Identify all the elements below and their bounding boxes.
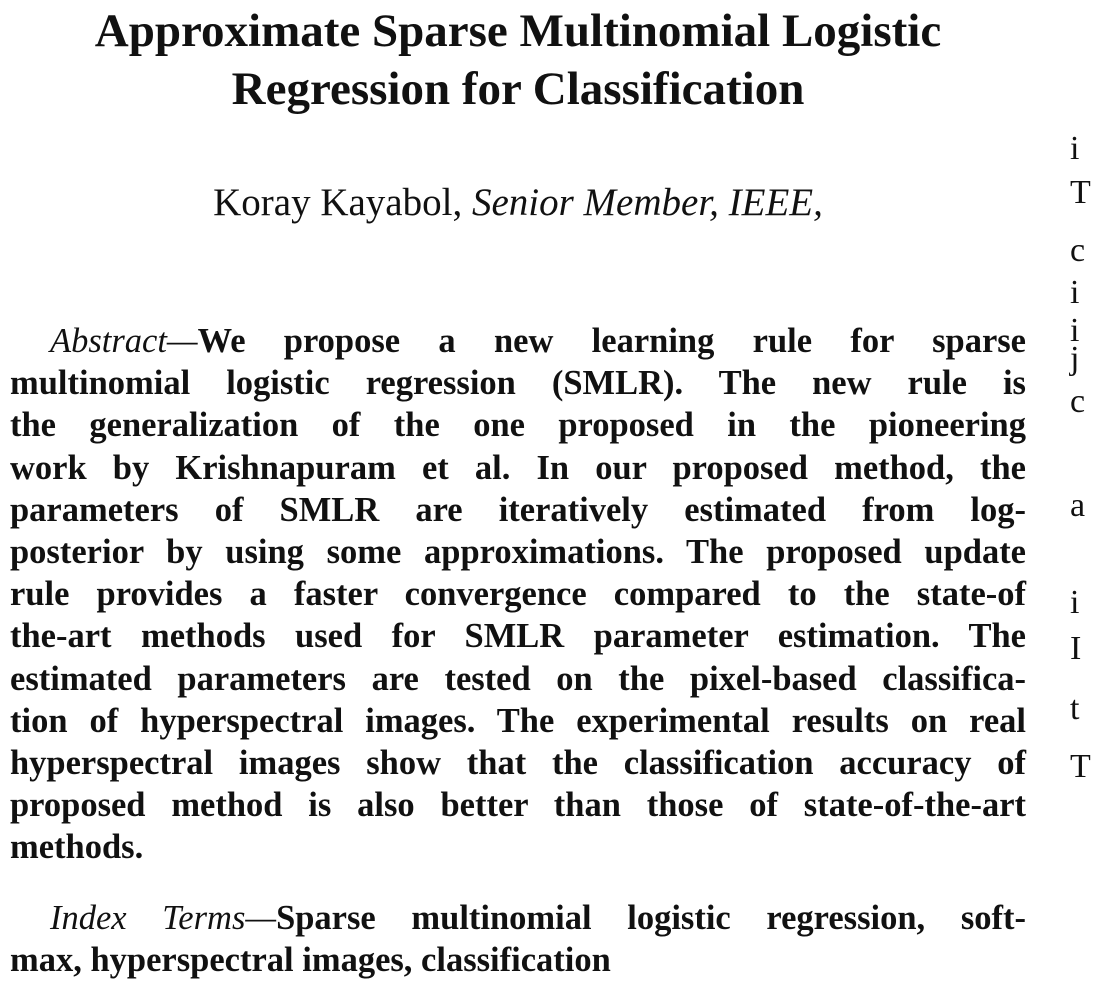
right-column-fragment: T (1070, 748, 1091, 785)
author-line (10, 178, 1026, 228)
index-terms (10, 897, 1026, 981)
right-column-fragment: t (1070, 690, 1080, 727)
abstract (10, 320, 1026, 869)
abstract-line: estimated parameters are tested on the pixel-based classifica- (10, 659, 1026, 698)
right-column-fragment: i (1070, 274, 1080, 311)
right-column-fragment: a (1070, 487, 1086, 524)
paper-title (10, 2, 1026, 118)
abstract-line: proposed method is also better than those of state-of-the-art (10, 786, 1026, 825)
abstract-line: the-art methods used for SMLR parameter estimation. The (10, 617, 1026, 656)
abstract-line: tion of hyperspectral images. The experimental results on real (10, 701, 1026, 740)
abstract-line: the generalization of the one proposed in the pioneering (10, 406, 1026, 445)
right-column-fragment: c (1070, 383, 1086, 420)
right-column-fragment: i (1070, 312, 1080, 349)
abstract-line: parameters of SMLR are iteratively estimated from log- (10, 490, 1026, 529)
abstract-line: hyperspectral images show that the classification accuracy of (10, 744, 1026, 783)
abstract-line: methods. (10, 828, 144, 867)
abstract-line: rule provides a faster convergence compared to the state-of (10, 575, 1026, 614)
abstract-line: posterior by using some approximations. The proposed update (10, 533, 1026, 572)
abstract-line: multinomial logistic regression (SMLR). The new rule is (10, 364, 1026, 403)
title-line-2: Regression for Classification (231, 63, 805, 115)
abstract-line: Abstract—We propose a new learning rule for sparse (50, 322, 1026, 360)
right-column-fragment: i (1070, 584, 1080, 621)
author-name: Koray Kayabol, (213, 181, 463, 224)
right-column-fragment: I (1070, 630, 1082, 667)
title-line-1: Approximate Sparse Multinomial Logistic (94, 5, 942, 57)
right-column-fragment: T (1070, 174, 1091, 211)
index-terms-line: max, hyperspectral images, classification (10, 941, 611, 980)
right-column-fragment: i (1070, 130, 1080, 167)
right-column-fragment: c (1070, 232, 1086, 269)
index-terms-line: Index Terms—Sparse multinomial logistic regression, soft- (50, 899, 1026, 937)
abstract-lead: Abstract— (50, 322, 198, 360)
cropped-right-column (1064, 0, 1104, 991)
abstract-line: work by Krishnapuram et al. In our proposed method, the (10, 448, 1026, 487)
author-affiliation: Senior Member, IEEE, (471, 181, 823, 224)
right-column-fragment: j (1070, 340, 1080, 377)
index-terms-lead: Index Terms— (50, 899, 277, 937)
